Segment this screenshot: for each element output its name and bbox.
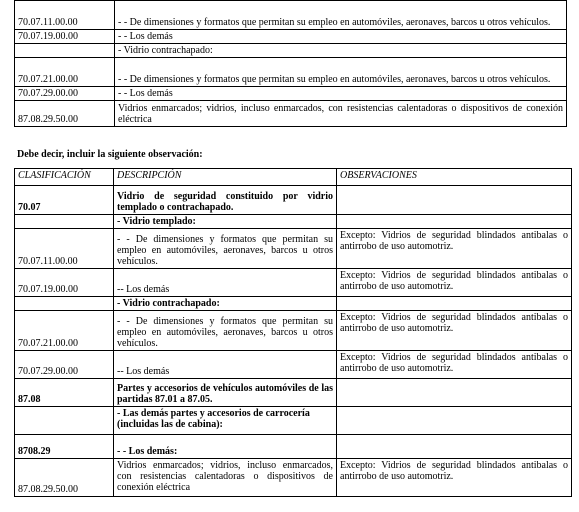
- description-cell: Vidrios enmarcados; vidrios, incluso enmarcados, con resistencias calentadoras o dispositivos de conexión eléctrica: [114, 459, 337, 497]
- classification-cell: 87.08.29.50.00: [15, 459, 114, 497]
- table-row: [15, 297, 572, 311]
- tariff-code-cell: 70.07.11.00.00: [15, 1, 115, 30]
- observation-cell: [337, 215, 572, 229]
- classification-header: CLASIFICACIÓN: [15, 169, 114, 186]
- classification-cell: [15, 297, 114, 311]
- description-cell: Vidrio de seguridad constituido por vidrio templado o contrachapado.: [114, 186, 337, 215]
- observation-cell: Excepto: Vidrios de seguridad blindados antibalas o antirrobo de uso automotriz.: [337, 311, 572, 351]
- description-cell: -- Los demás: [114, 351, 337, 379]
- classification-cell: 70.07.19.00.00: [15, 269, 114, 297]
- observation-cell: [337, 379, 572, 407]
- description-cell: - - De dimensiones y formatos que permitan su empleo en automóviles, aeronaves, barcos u otros vehículos.: [114, 229, 337, 269]
- original-tariff-table: [14, 0, 567, 127]
- classification-cell: [15, 407, 114, 435]
- description-cell: - - De dimensiones y formatos que permitan su empleo en automóviles, aeronaves, barcos u otros vehículos.: [115, 58, 567, 87]
- description-cell: - - De dimensiones y formatos que permitan su empleo en automóviles, aeronaves, barcos u otros vehículos.: [114, 311, 337, 351]
- table-row: [15, 269, 572, 297]
- table-row: [15, 1, 567, 30]
- classification-cell: [15, 215, 114, 229]
- table-row: [15, 351, 572, 379]
- classification-cell: 70.07: [15, 186, 114, 215]
- table-row: [15, 30, 567, 44]
- classification-cell: 87.08: [15, 379, 114, 407]
- table-row: [15, 186, 572, 215]
- description-cell: - - Los demás:: [114, 435, 337, 459]
- table-row: [15, 435, 572, 459]
- tariff-code-cell: [15, 44, 115, 58]
- classification-cell: 70.07.11.00.00: [15, 229, 114, 269]
- description-cell: - Vidrio templado:: [114, 215, 337, 229]
- table-row: [15, 44, 567, 58]
- table-row: [15, 58, 567, 87]
- description-cell: - Las demás partes y accesorios de carrocería (incluidas las de cabina):: [114, 407, 337, 435]
- observations-header: OBSERVACIONES: [337, 169, 572, 186]
- description-cell: -- Los demás: [114, 269, 337, 297]
- observation-cell: [337, 297, 572, 311]
- table-row: [15, 229, 572, 269]
- observation-cell: Excepto: Vidrios de seguridad blindados antibalas o antirrobo de uso automotriz.: [337, 229, 572, 269]
- observation-cell: Excepto: Vidrios de seguridad blindados antibalas o antirrobo de uso automotriz.: [337, 269, 572, 297]
- table-row: [15, 311, 572, 351]
- observation-cell: Excepto: Vidrios de seguridad blindados antibalas o antirrobo de uso automotriz.: [337, 459, 572, 497]
- classification-cell: 8708.29: [15, 435, 114, 459]
- table-row: [15, 215, 572, 229]
- observation-cell: Excepto: Vidrios de seguridad blindados antibalas o antirrobo de uso automotriz.: [337, 351, 572, 379]
- classification-cell: 70.07.21.00.00: [15, 311, 114, 351]
- description-cell: - Vidrio contrachapado:: [114, 297, 337, 311]
- description-cell: Partes y accesorios de vehículos automóviles de las partidas 87.01 a 87.05.: [114, 379, 337, 407]
- table-row: [15, 407, 572, 435]
- section-heading: Debe decir, incluir la siguiente observación:: [17, 149, 203, 160]
- description-cell: - - De dimensiones y formatos que permitan su empleo en automóviles, aeronaves, barcos u otros vehículos.: [115, 1, 567, 30]
- table-row: [15, 87, 567, 101]
- tariff-code-cell: 87.08.29.50.00: [15, 101, 115, 127]
- description-cell: Vidrios enmarcados; vidrios, incluso enmarcados, con resistencias calentadoras o dispositivos de conexión eléctrica: [115, 101, 567, 127]
- tariff-code-cell: 70.07.21.00.00: [15, 58, 115, 87]
- description-cell: - - Los demás: [115, 87, 567, 101]
- observation-cell: [337, 186, 572, 215]
- description-header: DESCRIPCIÓN: [114, 169, 337, 186]
- tariff-code-cell: 70.07.29.00.00: [15, 87, 115, 101]
- description-cell: - - Los demás: [115, 30, 567, 44]
- amended-tariff-table: [14, 168, 572, 497]
- table-header-row: [15, 169, 572, 186]
- table-row: [15, 459, 572, 497]
- tariff-code-cell: 70.07.19.00.00: [15, 30, 115, 44]
- table-row: [15, 379, 572, 407]
- observation-cell: [337, 435, 572, 459]
- description-cell: - Vidrio contrachapado:: [115, 44, 567, 58]
- classification-cell: 70.07.29.00.00: [15, 351, 114, 379]
- observation-cell: [337, 407, 572, 435]
- table-row: [15, 101, 567, 127]
